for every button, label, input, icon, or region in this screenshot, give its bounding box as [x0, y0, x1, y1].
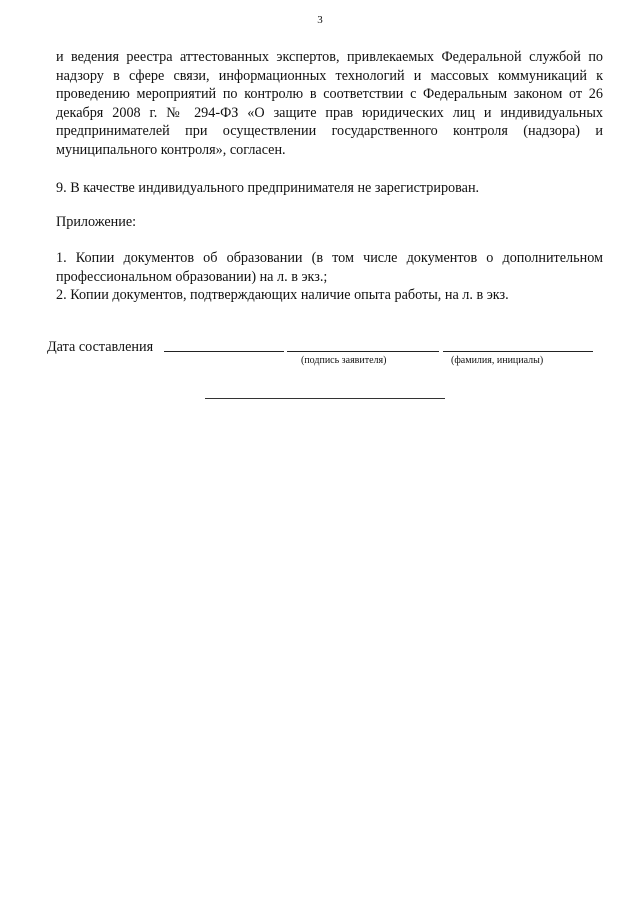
name-line — [443, 351, 593, 352]
entrepreneur-status-paragraph: 9. В качестве индивидуального предпринимателя не зарегистрирован. — [56, 180, 480, 196]
signature-block — [47, 339, 607, 379]
attachment-item: профессиональном образовании) на л. в экз.; — [56, 268, 328, 285]
attachment-item: 1. Копии документов об образовании (в том числе документов о дополнительном — [56, 250, 603, 266]
end-divider — [205, 398, 445, 399]
text-line: проведению мероприятий по контролю в соответствии с Федеральным законом от 26 — [56, 86, 603, 102]
date-label: Дата составления — [47, 339, 154, 355]
text-line: надзору в сфере связи, информационных технологий и массовых коммуникаций к — [56, 67, 603, 84]
text-line: декабря 2008 г. № 294-ФЗ «О защите прав юридических лиц и индивидуальных — [56, 104, 603, 121]
attachment-heading: Приложение: — [56, 214, 137, 230]
consent-paragraph — [56, 48, 603, 159]
text-line: муниципального контроля», согласен. — [56, 141, 286, 158]
signature-caption: (подпись заявителя) — [301, 355, 387, 366]
page-number: 3 — [317, 14, 323, 26]
attachment-item: 2. Копии документов, подтверждающих наличие опыта работы, на л. в экз. — [56, 287, 509, 303]
attachments-list — [56, 249, 603, 305]
date-line — [164, 351, 284, 352]
signature-line — [287, 351, 439, 352]
text-line: предпринимателей при осуществлении государственного контроля (надзора) и — [56, 123, 603, 139]
text-line: и ведения реестра аттестованных экспертов, привлекаемых Федеральной службой по — [56, 49, 603, 65]
name-caption: (фамилия, инициалы) — [451, 355, 544, 366]
